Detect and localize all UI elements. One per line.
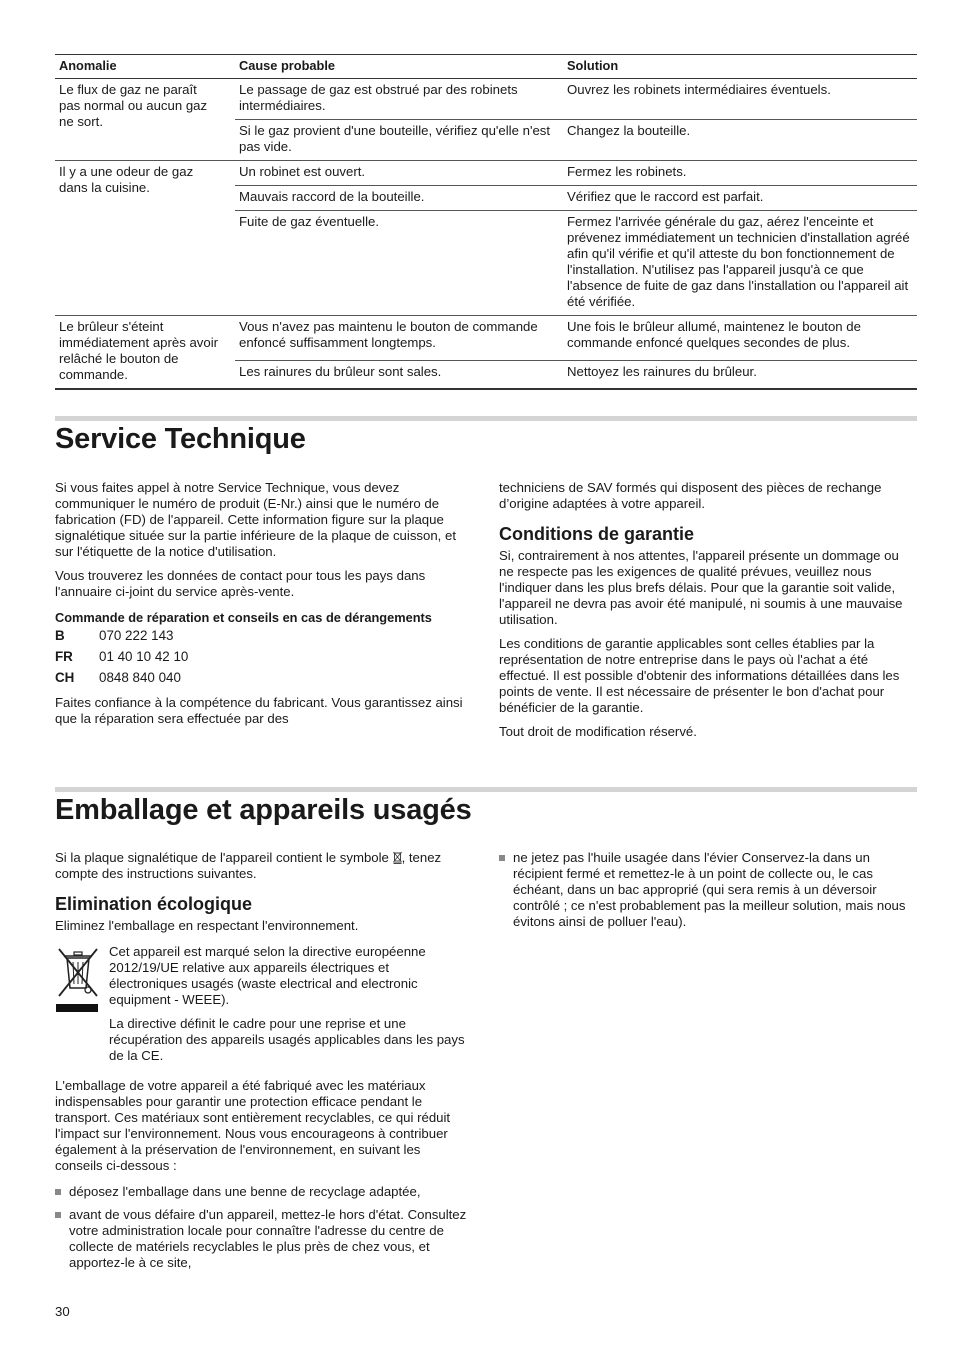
packaging-paragraph: L'emballage de votre appareil a été fabriqué avec les matériaux indispensables pour garantir une protection efficace pendant le transport. Ces matériaux sont entièrement recyclables, ce qui réduit l'impact sur l'environnement. Nous vous encourageons à contribuer également à la préservation de l'environnement, en suivant les conseils ci-dessous :: [55, 1078, 451, 1173]
crossed-out-wheelie-bin-icon: [55, 944, 109, 1064]
country-code: FR: [55, 649, 73, 664]
list-item: [55, 1207, 470, 1271]
eco-title: Elimination écologique: [55, 894, 253, 914]
weee-paragraph: La directive définit le cadre pour une reprise et une récupération des appareils usagés applicables dans les pays de la CE.: [109, 1016, 465, 1063]
packaging-intro: [55, 850, 470, 882]
phone-number: 070 222 143: [99, 628, 174, 643]
list-item: [55, 1184, 470, 1200]
cause-cell: Vous n'avez pas maintenu le bouton de commande enfoncé suffisamment longtemps.: [235, 316, 563, 361]
cause-cell: Les rainures du brûleur sont sales.: [235, 361, 563, 389]
page-number: 30: [55, 1304, 70, 1319]
country-code: B: [55, 628, 65, 643]
solution-cell: Fermez les robinets.: [563, 161, 917, 186]
bullet-text: avant de vous défaire d'un appareil, mettez-le hors d'état. Consultez votre administration locale pour connaître l'adresse du centre de collecte de matériels recyclables le plus près de chez vous, et apportez-le à ce site,: [69, 1207, 467, 1270]
header-solution: Solution: [563, 55, 917, 79]
cause-cell: Si le gaz provient d'une bouteille, vérifiez qu'elle n'est pas vide.: [235, 120, 563, 161]
eco-paragraph: Eliminez l'emballage en respectant l'environnement.: [55, 918, 359, 933]
cause-cell: Mauvais raccord de la bouteille.: [235, 186, 563, 211]
cause-cell: Fuite de gaz éventuelle.: [235, 211, 563, 316]
service-paragraph-continued: techniciens de SAV formés qui disposent des pièces de rechange d’origine adaptées à votre appareil.: [499, 480, 882, 511]
bullet-square-icon: [55, 1189, 61, 1195]
contact-heading: Commande de réparation et conseils en cas de dérangements: [55, 610, 432, 625]
bullet-text: déposez l'emballage dans une benne de recyclage adaptée,: [69, 1184, 421, 1199]
warranty-paragraph: Si, contrairement à nos attentes, l'appareil présente un dommage ou ne respecte pas les exigences de qualité prévues, veuillez nous l'indiquer dans les plus brefs délais. Pour que la garantie soit valide, l'appareil ne devra pas avoir été manipulé, ni soumis à une mauvaise utilisation.: [499, 548, 903, 627]
solution-cell: Changez la bouteille.: [563, 120, 917, 161]
intro-text-after: , tenez compte des instructions suivantes.: [55, 850, 442, 881]
section-rule: [55, 416, 917, 421]
troubleshooting-table: [55, 54, 917, 390]
service-left-column: [55, 480, 470, 735]
weee-block: [55, 944, 470, 1064]
packaging-right-column: [499, 850, 917, 937]
cause-cell: Un robinet est ouvert.: [235, 161, 563, 186]
solution-cell: Une fois le brûleur allumé, maintenez le bouton de commande enfoncé quelques secondes de plus.: [563, 316, 917, 361]
list-item: [499, 850, 917, 930]
section-rule: [55, 787, 917, 792]
phone-number: 01 40 10 42 10: [99, 649, 189, 664]
table-row: [55, 161, 917, 186]
anomaly-cell: Le brûleur s'éteint immédiatement après avoir relâché le bouton de commande.: [55, 316, 235, 390]
weee-text: [109, 944, 470, 1064]
table-row: [55, 316, 917, 361]
service-title: Service Technique: [55, 423, 306, 455]
solution-cell: Nettoyez les rainures du brûleur.: [563, 361, 917, 389]
packaging-title: Emballage et appareils usagés: [55, 794, 472, 826]
header-cause: Cause probable: [235, 55, 563, 79]
bin-symbol-icon: [393, 851, 402, 864]
solution-cell: Ouvrez les robinets intermédiaires éventuels.: [563, 79, 917, 120]
bullet-text: ne jetez pas l'huile usagée dans l'évier Conservez-la dans un récipient fermé et remettez-le à un point de collecte ou, le cas échéant, dans un bac approprié (qui sera remis à un déversoir contrôlé ; ce n'est probablement pas la meilleur solution, mais nous évitons ainsi de polluer l'eau).: [513, 850, 906, 929]
cause-cell: Le passage de gaz est obstrué par des robinets intermédiaires.: [235, 79, 563, 120]
header-anomalie: Anomalie: [55, 55, 235, 79]
warranty-paragraph: Les conditions de garantie applicables sont celles établies par la représentation de notre entreprise dans le pays où l'achat a été effectué. Il est possible d'obtenir des informations détaillées dans les points de vente. Il est nécessaire de présenter le bon d'achat pour bénéficier de la garantie.: [499, 636, 900, 715]
anomaly-cell: Il y a une odeur de gaz dans la cuisine.: [55, 161, 235, 316]
contact-row: [55, 628, 470, 644]
packaging-left-column: [55, 850, 470, 1278]
service-paragraph: Faites confiance à la compétence du fabricant. Vous garantissez ainsi que la réparation sera effectuée par des: [55, 695, 463, 726]
service-right-column: [499, 480, 917, 748]
phone-number: 0848 840 040: [99, 670, 181, 685]
warranty-title: Conditions de garantie: [499, 524, 695, 544]
solution-cell: Vérifiez que le raccord est parfait.: [563, 186, 917, 211]
weee-paragraph: Cet appareil est marqué selon la directive européenne 2012/19/UE relative aux appareils électriques et électroniques usagés (waste electrical and electronic equipment - WEEE).: [109, 944, 426, 1007]
contact-row: [55, 670, 470, 686]
service-paragraph: Si vous faites appel à notre Service Technique, vous devez communiquer le numéro de produit (E-Nr.) ainsi que le numéro de fabrication (FD) de l'appareil. Cette information figure sur la plaque signalétique située sur la partie inférieure de la plaque de cuisson, et sur l'étiquette de la notice d'utilisation.: [55, 480, 457, 559]
bullet-square-icon: [55, 1212, 61, 1218]
table-header-row: [55, 55, 917, 79]
country-code: CH: [55, 670, 75, 685]
service-paragraph: Vous trouverez les données de contact pour tous les pays dans l'annuaire ci-joint du service après-vente.: [55, 568, 426, 599]
warranty-paragraph: Tout droit de modification réservé.: [499, 724, 697, 739]
solution-cell: Fermez l'arrivée générale du gaz, aérez l'enceinte et prévenez immédiatement un technicien d'installation agréé afin qu'il vérifie et qu'il atteste du bon fonctionnement de l'installation. N'utilisez pas l'appareil jusqu'à ce que l'absence de fuite de gaz dans l'installation ou l'appareil ait été vérifiée.: [563, 211, 917, 316]
anomaly-cell: Le flux de gaz ne paraît pas normal ou aucun gaz ne sort.: [55, 79, 235, 161]
bullet-square-icon: [499, 855, 505, 861]
contact-row: [55, 649, 470, 665]
table-row: [55, 79, 917, 120]
intro-text-before: Si la plaque signalétique de l'appareil contient le symbole: [55, 850, 393, 865]
